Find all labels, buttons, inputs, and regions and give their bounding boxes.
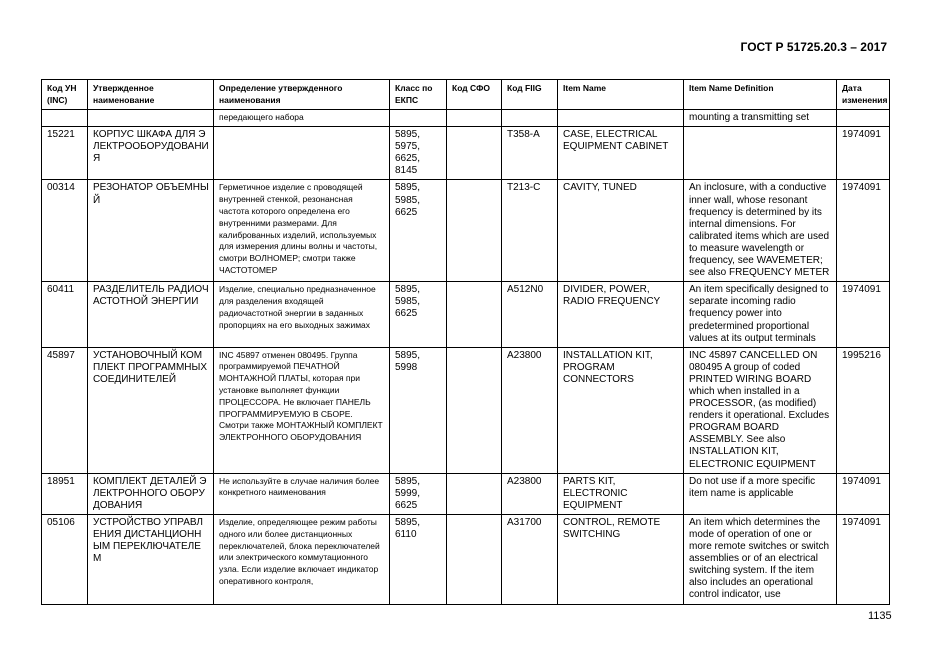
cell-name-en: CASE, ELECTRICAL EQUIPMENT CABINET: [558, 127, 684, 180]
table-row: [42, 347, 890, 473]
cell-name-ru: УСТРОЙСТВО УПРАВЛЕНИЯ ДИСТАНЦИОННЫМ ПЕРЕКЛЮЧАТЕЛЕМ: [88, 514, 214, 604]
document-standard-number: ГОСТ Р 51725.20.3 – 2017: [740, 40, 887, 54]
cell-classes: [390, 282, 447, 347]
cell-classes: [390, 347, 447, 473]
cell-name-ru: УСТАНОВОЧНЫЙ КОМПЛЕКТ ПРОГРАММНЫХ СОЕДИНИТЕЛЕЙ: [88, 347, 214, 473]
col-header-definition-ru: Определение утвержденного наименования: [214, 80, 390, 110]
cell-sfo: [447, 347, 502, 473]
class-code: 5985,: [395, 296, 421, 308]
cell-date: 1974091: [837, 180, 890, 282]
cell-inc: 00314: [42, 180, 88, 282]
cell-sfo: [447, 514, 502, 604]
cell-date: 1974091: [837, 127, 890, 180]
class-code: 6625,: [395, 153, 421, 165]
item-names-table: [41, 79, 890, 605]
table-row: [42, 180, 890, 282]
cell-definition-ru: INC 45897 отменен 080495. Группа программируемой ПЕЧАТНОЙ МОНТАЖНОЙ ПЛАТЫ, которая при установке выполняет функции ПРОЦЕССОРА. Не включает ПАНЕЛЬ ПРОГРАММИРУЕМУЮ В СБОРЕ. Смотри также МОНТАЖНЫЙ КОМПЛЕКТ ЭЛЕКТРОННОГО ОБОРУДОВАНИЯ: [214, 347, 390, 473]
page-number: 1135: [868, 610, 892, 622]
cell-date: 1974091: [837, 282, 890, 347]
cell-fiig: A31700: [502, 514, 558, 604]
cell-date: 1974091: [837, 514, 890, 604]
table-row: [42, 473, 890, 514]
cell-name-ru: КОМПЛЕКТ ДЕТАЛЕЙ ЭЛЕКТРОННОГО ОБОРУДОВАНИЯ: [88, 473, 214, 514]
class-code: 6625: [395, 206, 418, 218]
cell-name-en: CONTROL, REMOTE SWITCHING: [558, 514, 684, 604]
col-header-class: Класс по ЕКПС: [390, 80, 447, 110]
cell-date: 1995216: [837, 347, 890, 473]
cell-sfo: [447, 473, 502, 514]
cell-name-ru: КОРПУС ШКАФА ДЛЯ ЭЛЕКТРООБОРУДОВАНИЯ: [88, 127, 214, 180]
class-code: 5999,: [395, 487, 421, 499]
cell-inc: 60411: [42, 282, 88, 347]
continuation-definition-ru: передающего набора: [214, 110, 390, 127]
cell-name-ru: РАЗДЕЛИТЕЛЬ РАДИОЧАСТОТНОЙ ЭНЕРГИИ: [88, 282, 214, 347]
class-code: 5998: [395, 361, 418, 373]
cell-fiig: A23800: [502, 473, 558, 514]
cell-classes: [390, 127, 447, 180]
col-header-item-definition: Item Name Definition: [684, 80, 837, 110]
col-header-inc: Код УН (INC): [42, 80, 88, 110]
class-code: 6110: [395, 529, 417, 540]
cell-fiig: A512N0: [502, 282, 558, 347]
cell-name-ru: РЕЗОНАТОР ОБЪЕМНЫЙ: [88, 180, 214, 282]
class-code: 8145: [395, 165, 418, 177]
cell-classes: [390, 473, 447, 514]
col-header-sfo: Код СФО: [447, 80, 502, 110]
continuation-row: [42, 110, 890, 127]
class-code: 6625: [395, 308, 418, 320]
class-code: 5895,: [395, 129, 421, 141]
continuation-definition-en: mounting a transmitting set: [684, 110, 837, 127]
cell-fiig: T213-C: [502, 180, 558, 282]
class-code: 5895,: [395, 284, 421, 296]
class-code: 5975,: [395, 141, 421, 153]
cell-definition-ru: Герметичное изделие с проводящей внутренней стенкой, резонансная частота которого определена его внутренними размерами. Для калиброванных изделий, используемых для измерения длины волны и частоты, смотри ВОЛНОМЕР; смотри также ЧАСТОТОМЕР: [214, 180, 390, 282]
cell-name-en: INSTALLATION KIT, PROGRAM CONNECTORS: [558, 347, 684, 473]
cell-classes: [390, 180, 447, 282]
col-header-date: Дата изменения: [837, 80, 890, 110]
table-row: [42, 282, 890, 347]
cell-fiig: A23800: [502, 347, 558, 473]
table-header-row: [42, 80, 890, 110]
cell-name-en: DIVIDER, POWER, RADIO FREQUENCY: [558, 282, 684, 347]
col-header-name-ru: Утвержденное наименование: [88, 80, 214, 110]
cell-name-en: CAVITY, TUNED: [558, 180, 684, 282]
cell-definition-en: An item which determines the mode of operation of one or more remote switches or switch assemblies or of an electrical switching system. If the item also includes an operational control indicator, use: [684, 514, 837, 604]
cell-classes: [390, 514, 447, 604]
cell-name-en: PARTS KIT, ELECTRONIC EQUIPMENT: [558, 473, 684, 514]
cell-definition-en: An inclosure, with a conductive inner wall, whose resonant frequency is determined by its internal dimensions. For calibrated items which are used to measure wavelength or frequency, see WAVEMETER; see also FREQUENCY METER: [684, 180, 837, 282]
class-code: 5985,: [395, 194, 421, 206]
cell-definition-en: INC 45897 CANCELLED ON 080495 A group of coded PRINTED WIRING BOARD which when installed in a PROCESSOR, (as modified) renders it operational. Excludes PROGRAM BOARD ASSEMBLY. See also INSTALLATION KIT, ELECTRONIC EQUIPMENT: [684, 347, 837, 473]
cell-sfo: [447, 282, 502, 347]
class-code: 5895,: [395, 349, 421, 361]
cell-definition-ru: Не используйте в случае наличия более конкретного наименования: [214, 473, 390, 514]
cell-definition-ru: [214, 127, 390, 180]
cell-inc: 45897: [42, 347, 88, 473]
cell-sfo: [447, 127, 502, 180]
class-code: 5895,: [395, 475, 421, 487]
class-code: 6625: [395, 499, 418, 511]
cell-date: 1974091: [837, 473, 890, 514]
cell-inc: 05106: [42, 514, 88, 604]
table-row: [42, 127, 890, 180]
col-header-fiig: Код FIIG: [502, 80, 558, 110]
class-code: 5895,: [395, 182, 421, 194]
cell-definition-en: Do not use if a more specific item name is applicable: [684, 473, 837, 514]
cell-sfo: [447, 180, 502, 282]
cell-definition-en: An item specifically designed to separate incoming radio frequency power into predetermined proportional values at its output terminals: [684, 282, 837, 347]
col-header-item-name: Item Name: [558, 80, 684, 110]
cell-definition-ru: Изделие, определяющее режим работы одного или более дистанционных переключателей, блока переключателей или электрического коммутационного узла. Если изделие включает индикатор оперативного контроля,: [214, 514, 390, 604]
cell-definition-en: [684, 127, 837, 180]
cell-inc: 18951: [42, 473, 88, 514]
cell-definition-ru: Изделие, специально предназначенное для разделения входящей радиочастотной энергии в заданных пропорциях на его выходных зажимах: [214, 282, 390, 347]
cell-inc: 15221: [42, 127, 88, 180]
table-row: [42, 514, 890, 604]
cell-fiig: T358-A: [502, 127, 558, 180]
class-code: 5895,: [395, 516, 421, 528]
